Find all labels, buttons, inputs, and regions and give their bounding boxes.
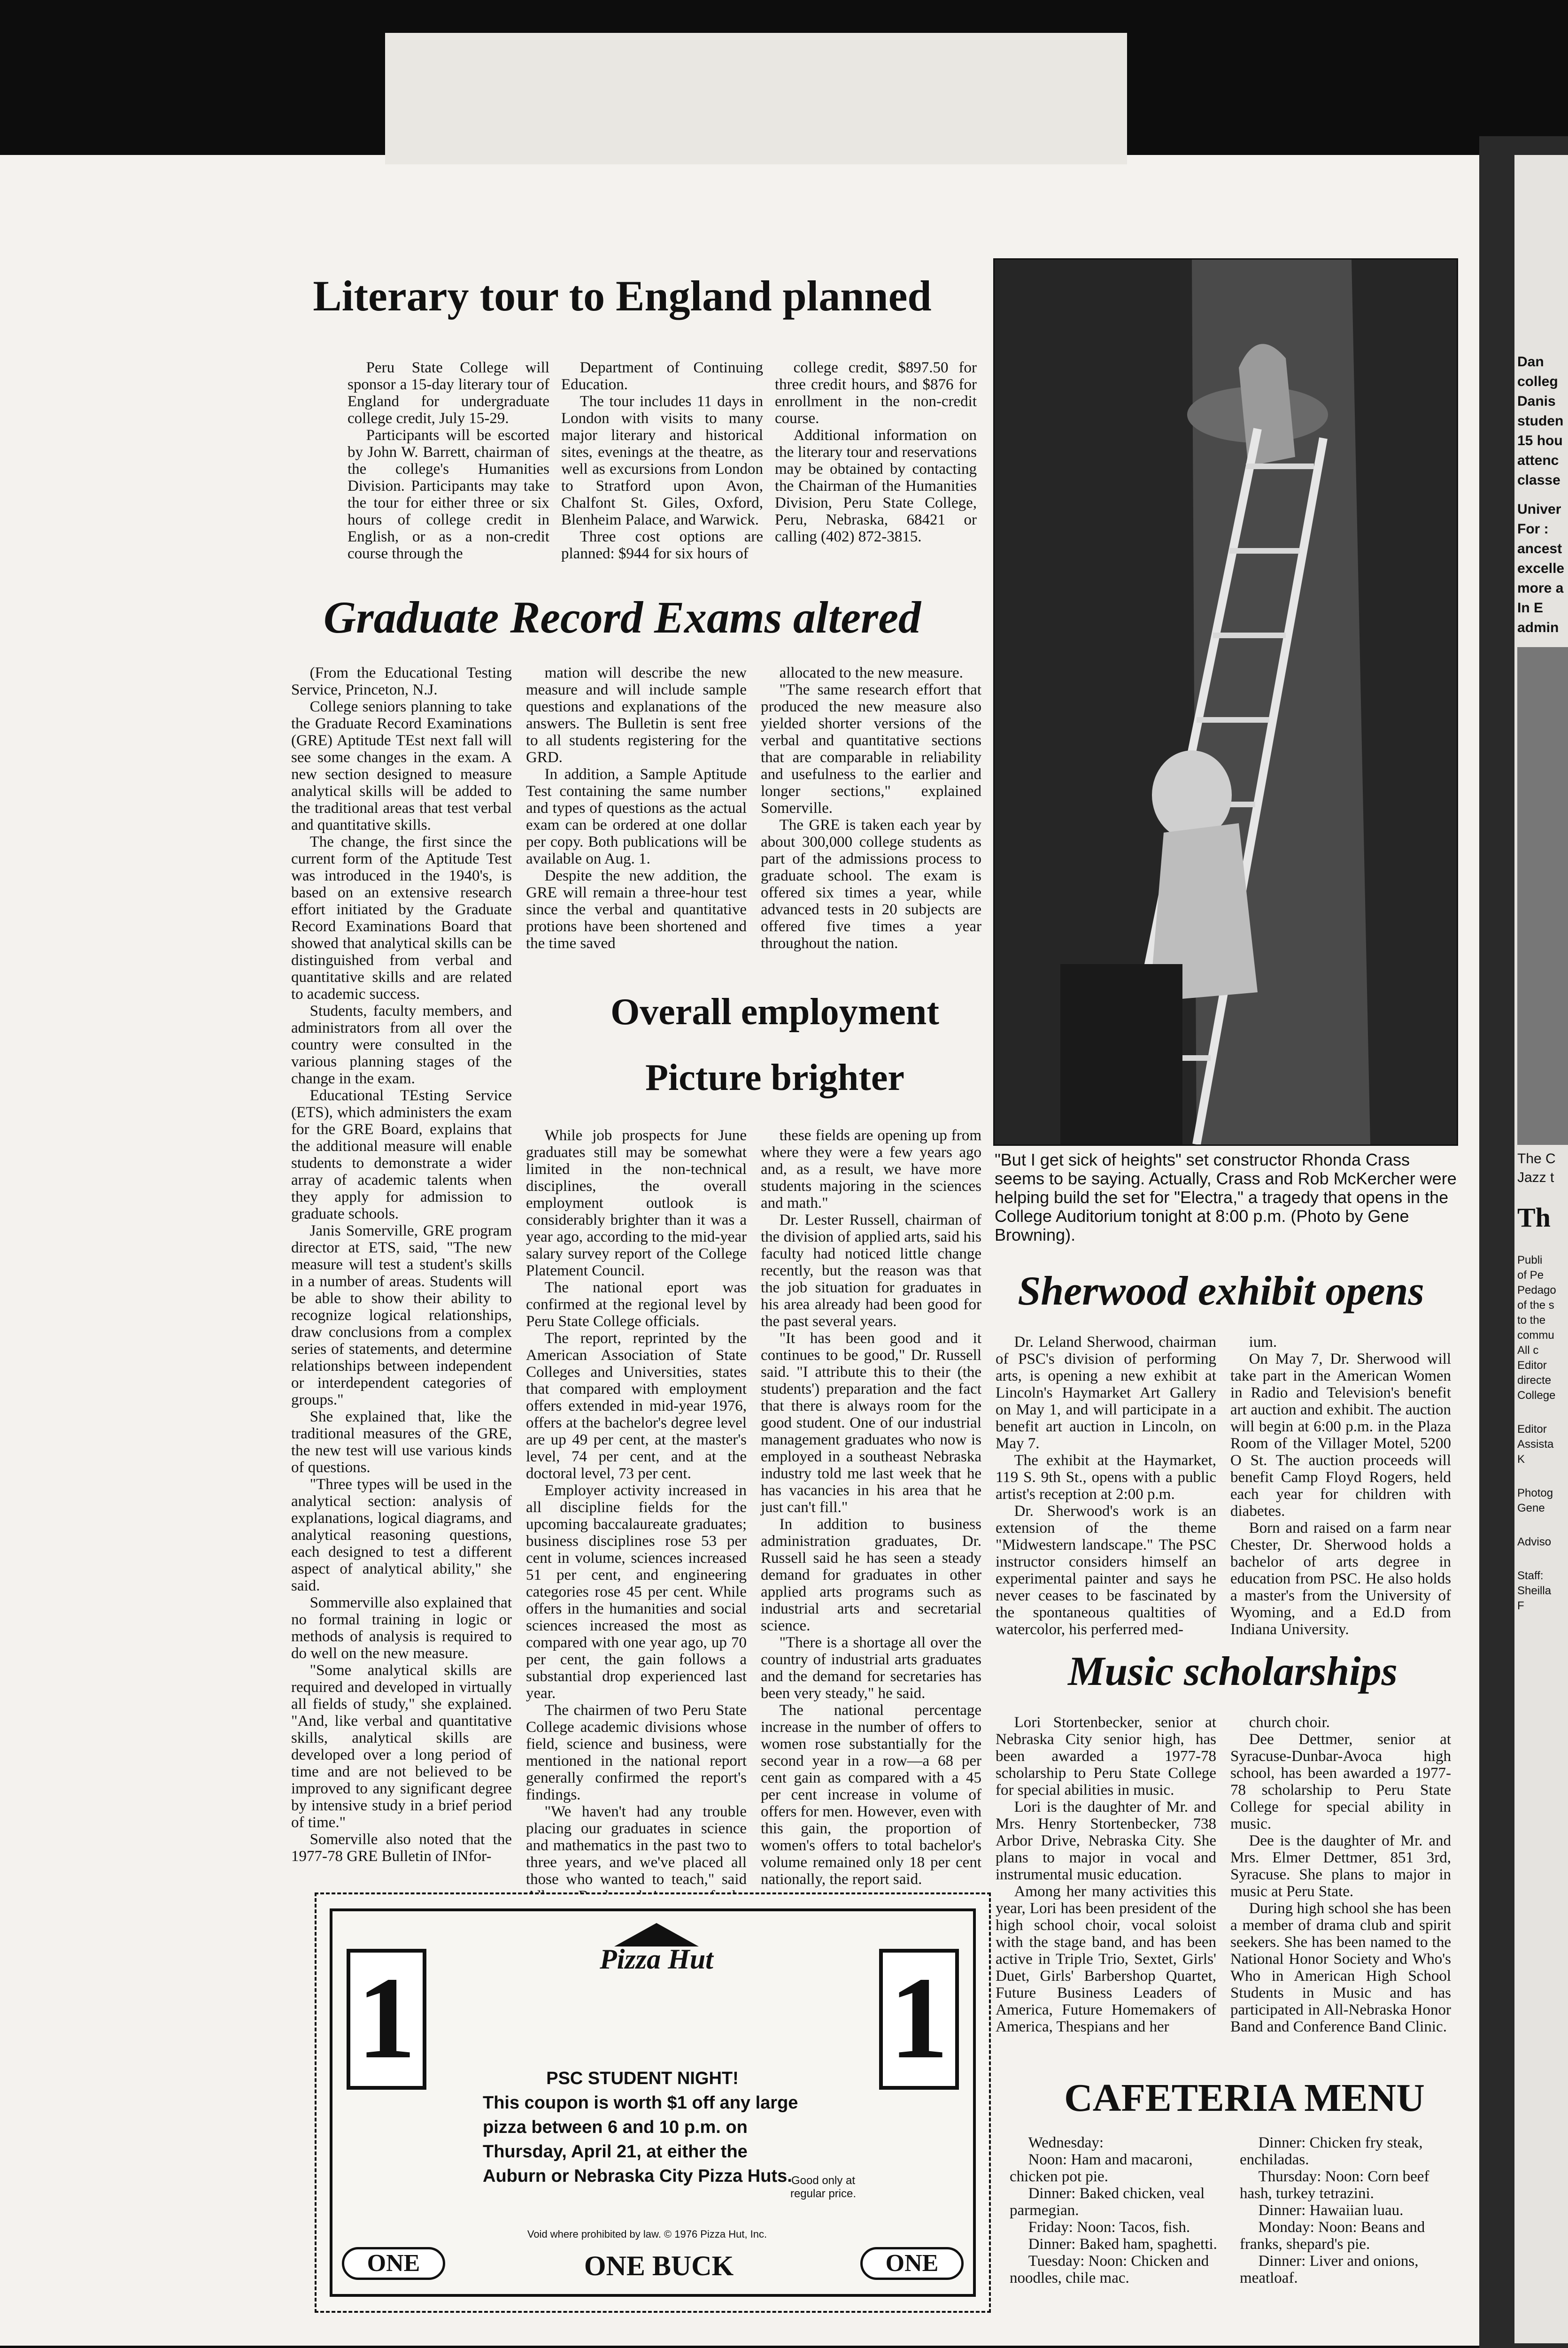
headline-employment-sub: Picture brighter xyxy=(645,1057,904,1098)
staff-line: Photog xyxy=(1517,1487,1553,1499)
paragraph: Dr. Lester Russell, chairman of the division of applied arts, said his faculty had noticed little change recently, but the reason was that the job situation for graduates in his area already had been good for the past several years. xyxy=(761,1212,981,1330)
paragraph: Friday: Noon: Tacos, fish. xyxy=(1028,2219,1190,2236)
paragraph: Somerville also noted that the 1977-78 GRE Bulletin of INfor- xyxy=(291,1831,512,1865)
paragraph: Thursday: Noon: Corn beef hash, turkey tetrazini. xyxy=(1240,2168,1429,2202)
staff-line: Adviso xyxy=(1517,1536,1552,1548)
paragraph: Three cost options are planned: $944 for six hours of xyxy=(561,528,763,562)
paragraph: these fields are opening up from where they were a few years ago and, as a result, we have more students majoring in the sciences and math." xyxy=(761,1127,981,1212)
sherwood-column-1 xyxy=(996,1334,1216,1638)
paragraph: ium. xyxy=(1249,1334,1277,1351)
scan-top-paper-edge xyxy=(385,33,1127,164)
paragraph: On May 7, Dr. Sherwood will take part in the American Women in Radio and Television's benefit art auction and exhibit. The auction will begin at 6:00 p.m. in the Plaza Room of the Villager Motel, 5200 O St. The auction proceeds will benefit Camp Floyd Rogers, held each year for children with diabetes. xyxy=(1230,1351,1451,1520)
gre-column-2 xyxy=(526,664,747,952)
coupon-one-left: ONE xyxy=(342,2247,445,2280)
paragraph: "It has been good and it continues to be good," Dr. Russell said. "I attribute this to their (the students') preparation and the fact that there is always room for the good student. One of our industrial management graduates who now is employed in a southeast Nebraska industry told me last week that he has vacancies in his area that he just can't fill." xyxy=(761,1330,981,1516)
headline-cafeteria: CAFETERIA MENU xyxy=(1064,2076,1425,2120)
adjacent-page-masthead: Th xyxy=(1517,1202,1551,1233)
headline-employment: Overall employment xyxy=(610,991,939,1033)
fragment-line: attenc xyxy=(1517,453,1559,468)
paragraph: Dr. Leland Sherwood, chairman of PSC's division of performing arts, is opening a new exhibit at Lincoln's Haymarket Art Gallery on May 1, and will participate in a benefit art auction in Lincoln, on May 7. xyxy=(996,1334,1216,1452)
coupon-offer xyxy=(483,2066,802,2188)
paragraph: Dinner: Hawaiian luau. xyxy=(1258,2202,1404,2219)
paragraph: Employer activity increased in all discipline fields for the upcoming baccalaureate graduates; business disciplines rose 53 per cent in volume, sciences increased 51 per cent, and engineering categories rose 45 per cent. While offers in the humanities and social sciences increased the most as compared with one year ago, up 70 per cent, the gain follows a substantial drop experienced last year. xyxy=(526,1482,747,1702)
staff-line: directe xyxy=(1517,1374,1552,1387)
paragraph: college credit, $897.50 for three credit hours, and $876 for enrollment in the non-credit course. xyxy=(775,359,977,427)
fragment-line: studen xyxy=(1517,413,1564,429)
coupon-one-buck: ONE BUCK xyxy=(584,2250,734,2281)
music-column-1 xyxy=(996,1714,1216,2035)
paragraph: (From the Educational Testing Service, Princeton, N.J. xyxy=(291,664,512,698)
paragraph: The tour includes 11 days in London with visits to many major literary and historical sites, evenings at the theatre, as well as excursions from London to Stratford upon Avon, Chalfont St. Giles, Oxford, Blenheim Palace, and Warwick. xyxy=(561,393,763,528)
fragment-line: Danis xyxy=(1517,394,1556,409)
fragment-line: ancest xyxy=(1517,541,1562,556)
ladder-photo xyxy=(993,258,1458,1146)
coupon-title: PSC STUDENT NIGHT! xyxy=(546,2069,739,2088)
staff-line: College xyxy=(1517,1389,1556,1402)
paragraph: While job prospects for June graduates still may be somewhat limited in the non-technical disciplines, the overall employment outlook is considerably brighter than it was a year ago, according to the mid-year salary survey report of the College Platement Council. xyxy=(526,1127,747,1279)
fragment-line: 15 hou xyxy=(1517,433,1563,448)
staff-line: Editor xyxy=(1517,1359,1547,1372)
staff-line: commu xyxy=(1517,1329,1554,1342)
fragment-line: admin xyxy=(1517,620,1559,635)
staff-line: K xyxy=(1517,1453,1525,1466)
adjacent-page-fragment xyxy=(1514,155,1568,2343)
staff-line: Assista xyxy=(1517,1438,1554,1451)
paragraph: mation will describe the new measure and will include sample questions and explanations of the answers. The Bulletin is sent free to all students registering for the GRD. xyxy=(526,664,747,766)
fragment-line: colleg xyxy=(1517,374,1558,389)
headline-literary-tour: Literary tour to England planned xyxy=(313,272,932,320)
paragraph: Among her many activities this year, Lori has been president of the high school choir, vocal soloist with the stage band, and has been active in Triple Trio, Sextet, Girls' Duet, Girls' Barbershop Quartet, Future Business Leaders of America, Future Homemakers of America, Thespians and her xyxy=(996,1883,1216,2035)
paragraph: Dinner: Chicken fry steak, enchiladas. xyxy=(1240,2134,1423,2168)
staff-line: of the s xyxy=(1517,1299,1554,1312)
paragraph: "There is a shortage all over the country of industrial arts graduates and the demand for secretaries has been very steady," he said. xyxy=(761,1634,981,1702)
paragraph: Students, faculty members, and administrators from all over the country were consulted in the various planning stages of the change in the exam. xyxy=(291,1003,512,1087)
staff-line: Staff: xyxy=(1517,1569,1544,1582)
coupon-one-right: ONE xyxy=(860,2247,964,2280)
cafeteria-column-2 xyxy=(1240,2134,1456,2286)
coupon-numeral-left: 1 xyxy=(347,1949,426,2090)
coupon-body: This coupon is worth $1 off any large pizza between 6 and 10 p.m. on Thursday, April 21, at either the Auburn or Nebraska City Pizza Huts. xyxy=(483,2093,798,2186)
fragment-line: In E xyxy=(1517,600,1544,616)
paragraph: Dee Dettmer, senior at Syracuse-Dunbar-Avoca high school, has been awarded a 1977-78 scholarship to Peru State College for special ability in music. xyxy=(1230,1731,1451,1832)
paragraph: Department of Continuing Education. xyxy=(561,359,763,393)
ladder-photo-illustration xyxy=(995,260,1457,1144)
literary-column-3 xyxy=(775,359,977,545)
paragraph: church choir. xyxy=(1249,1714,1330,1731)
paragraph: Wednesday: xyxy=(1028,2134,1104,2151)
paragraph: Dinner: Baked ham, spaghetti. xyxy=(1028,2236,1217,2253)
paragraph: Born and raised on a farm near Chester, Dr. Sherwood holds a bachelor of arts degree in education from PSC. He also holds a master's from the University of Wyoming, and a Ed.D from Indiana University. xyxy=(1230,1520,1451,1638)
fragment-line: Univer xyxy=(1517,502,1561,517)
staff-line: Sheilla xyxy=(1517,1584,1552,1597)
paragraph: Janis Somerville, GRE program director at ETS, said, "The new measure will test a student's skills in a number of areas. Students will be able to show their ability to recognize logical relationships, draw conclusions from a complex series of statements, and determine relationships between independent or interdependent categories of groups." xyxy=(291,1222,512,1408)
coupon-numeral-right: 1 xyxy=(879,1949,959,2090)
paragraph: "Some analytical skills are required and developed in virtually all fields of study," she explained. "And, like verbal and quantitative skills, analytical skills are developed over a long period of time and are not believed to be improved to any significant degree by intensive study in a brief period of time." xyxy=(291,1662,512,1831)
pizza-hut-coupon[interactable] xyxy=(315,1892,991,2313)
paragraph: Dinner: Liver and onions, meatloaf. xyxy=(1240,2253,1419,2286)
paragraph: In addition to business administration graduates, Dr. Russell said he has seen a steady demand for graduates in other applied arts programs such as industrial arts and secretarial science. xyxy=(761,1516,981,1634)
staff-line: F xyxy=(1517,1599,1524,1612)
paragraph: "Three types will be used in the analytical section: analysis of explanations, logical diagrams, and analytical reasoning questions, each designed to test a different aspect of analytical ability," she said. xyxy=(291,1476,512,1594)
paragraph: Sommerville also explained that no formal training in logic or methods of analysis is required to do well on the new measure. xyxy=(291,1594,512,1662)
adjacent-page-photo xyxy=(1517,647,1568,1145)
paragraph: The report, reprinted by the American Association of State Colleges and Universities, states that compared with employment offers extended in mid-year 1976, offers at the bachelor's degree level are up 49 per cent, at the master's level, 74 per cent, and at the doctoral level, 73 per cent. xyxy=(526,1330,747,1482)
staff-line: Publi xyxy=(1517,1254,1543,1267)
literary-column-1 xyxy=(348,359,549,562)
paragraph: The chairmen of two Peru State College academic divisions whose field, science and business, were mentioned in the national report generally confirmed the report's findings. xyxy=(526,1702,747,1803)
staff-line: of Pe xyxy=(1517,1269,1544,1282)
adjacent-page-staff-box xyxy=(1514,1253,1568,1614)
paragraph: She explained that, like the traditional measures of the GRE, the new test will use various kinds of questions. xyxy=(291,1408,512,1476)
staff-line: Editor xyxy=(1517,1423,1547,1436)
paragraph: In addition, a Sample Aptitude Test containing the same number and types of questions as the actual exam can be ordered at one dollar per copy. Both publications will be available on Aug. 1. xyxy=(526,766,747,867)
paragraph: The national eport was confirmed at the regional level by Peru State College officials. xyxy=(526,1279,747,1330)
scan-bottom-border xyxy=(0,2346,1568,2348)
paragraph: Dr. Sherwood's work is an extension of the theme "Midwestern landscape." The PSC instructor considers himself an experimental painter and says he never ceases to be fascinated by the spontaneous qualtities of watercolor, his perferred med- xyxy=(996,1503,1216,1638)
paragraph: allocated to the new measure. xyxy=(779,664,963,681)
paragraph: Despite the new addition, the GRE will remain a three-hour test since the verbal and quantitative protions have been shortened and the time saved xyxy=(526,867,747,952)
fragment-line: classe xyxy=(1517,472,1560,488)
coupon-fine-print: Good only at regular price. xyxy=(790,2174,857,2200)
cafeteria-column-1 xyxy=(1010,2134,1226,2286)
paragraph: The national percentage increase in the number of offers to women rose substantially for the second year in a row—a 68 per cent gain as compared with a 45 per cent increase in volume of offers for men. However, even with this gain, the proportion of women's offers to total bachelor's volume remained only 18 per cent nationally, the report said. xyxy=(761,1702,981,1888)
staff-line: Gene xyxy=(1517,1502,1545,1514)
paragraph: Peru State College will sponsor a 15-day literary tour of England for undergraduate college credit, July 15-29. xyxy=(348,359,549,427)
adjacent-page-caption: The C Jazz t xyxy=(1517,1151,1556,1185)
paragraph: Lori Stortenbecker, senior at Nebraska City senior high, has been awarded a 1977-78 scholarship to Peru State College for special abilities in music. xyxy=(996,1714,1216,1799)
coupon-border xyxy=(330,1908,976,2297)
paragraph: Educational TEsting Service (ETS), which administers the exam for the GRE Board, explains that the additional measure will enable students to demonstrate a wider array of academic talents when they apply for admission to graduate schools. xyxy=(291,1087,512,1222)
gre-column-3 xyxy=(761,664,981,952)
paragraph: Monday: Noon: Beans and franks, shepard's pie. xyxy=(1240,2219,1425,2253)
staff-line: All c xyxy=(1517,1344,1539,1357)
employment-column-1 xyxy=(526,1127,747,1939)
pizza-hut-logo: Pizza Hut xyxy=(600,1944,713,1975)
literary-column-2 xyxy=(561,359,763,562)
headline-sherwood: Sherwood exhibit opens xyxy=(1018,1268,1424,1314)
paragraph: Tuesday: Noon: Chicken and noodles, chile mac. xyxy=(1010,2253,1209,2286)
paragraph: "We haven't had any trouble placing our graduates in science and mathematics in the past two to three years, and we've placed all those who wanted to teach," said xyxy=(526,1803,747,1888)
paragraph: "The same research effort that produced the new measure also yielded shorter versions of the verbal and quantitative sections that are comparable in reliability and usefulness to the earlier and longer sections," explained Somerville. xyxy=(761,681,981,817)
paragraph: Additional information on the literary tour and reservations may be obtained by contacting the Chairman of the Humanities Division, Peru State College, Peru, Nebraska, 68421 or calling (402) 872-3815. xyxy=(775,427,977,545)
paragraph: The GRE is taken each year by about 300,000 college students as part of the admissions process to graduate school. The exam is offered six times a year, while advanced tests in 20 subjects are offered five times a year throughout the nation. xyxy=(761,817,981,952)
fragment-line: For : xyxy=(1517,521,1549,537)
paragraph: Lori is the daughter of Mr. and Mrs. Henry Stortenbecker, 738 Arbor Drive, Nebraska City. She plans to major in vocal and instrumental music education. xyxy=(996,1799,1216,1883)
paragraph: Noon: Ham and macaroni, chicken pot pie. xyxy=(1010,2151,1193,2185)
headline-music: Music scholarships xyxy=(1068,1649,1398,1694)
sherwood-column-2 xyxy=(1230,1334,1451,1638)
photo-caption: "But I get sick of heights" set constructor Rhonda Crass seems to be saying. Actually, Crass and Rob McKercher were helping build the set for "Electra," a tragedy that opens in the College Auditorium tonight at 8:00 p.m. (Photo by Gene Browning). xyxy=(995,1150,1457,1244)
music-column-2 xyxy=(1230,1714,1451,2035)
staff-line: Pedago xyxy=(1517,1284,1556,1297)
gre-column-1 xyxy=(291,664,512,1865)
paragraph: Participants will be escorted by John W. Barrett, chairman of the college's Humanities Division. Participants may take the tour for either three or six hours of college credit in English, or as a non-credit course through the xyxy=(348,427,549,562)
paragraph: Dee is the daughter of Mr. and Mrs. Elmer Dettmer, 851 3rd, Syracuse. She plans to major in music at Peru State. xyxy=(1230,1832,1451,1900)
fragment-line: Dan xyxy=(1517,354,1544,370)
fragment-line: more a xyxy=(1517,580,1564,596)
adjacent-page-text xyxy=(1514,352,1568,638)
headline-gre: Graduate Record Exams altered xyxy=(324,592,921,642)
paragraph: The exhibit at the Haymarket, 119 S. 9th St., opens with a public artist's reception at 2:00 p.m. xyxy=(996,1452,1216,1503)
staff-line: to the xyxy=(1517,1314,1546,1327)
paragraph: Dinner: Baked chicken, veal parmegian. xyxy=(1010,2185,1205,2219)
paragraph: College seniors planning to take the Graduate Record Examinations (GRE) Aptitude TEst next fall will see some changes in the exam. A new section designed to measure analytical skills will be added to the traditional areas that test verbal and quantitative skills. xyxy=(291,698,512,834)
employment-column-2 xyxy=(761,1127,981,1888)
paragraph: The change, the first since the current form of the Aptitude Test was introduced in the 1940's, is based on an extensive research effort initiated by the Graduate Record Examinations Board that showed that analytical skills can be distinguished from verbal and quantitative skills and are related to academic success. xyxy=(291,834,512,1003)
coupon-legal: Void where prohibited by law. © 1976 Pizza Hut, Inc. xyxy=(527,2228,767,2240)
fragment-line: excelle xyxy=(1517,561,1565,576)
paragraph: During high school she has been a member of drama club and spirit seekers. She has been named to the National Honor Society and Who's Who in American High School Students in Music and has participated in All-Nebraska Honor Band and Conference Band Clinic. xyxy=(1230,1900,1451,2035)
